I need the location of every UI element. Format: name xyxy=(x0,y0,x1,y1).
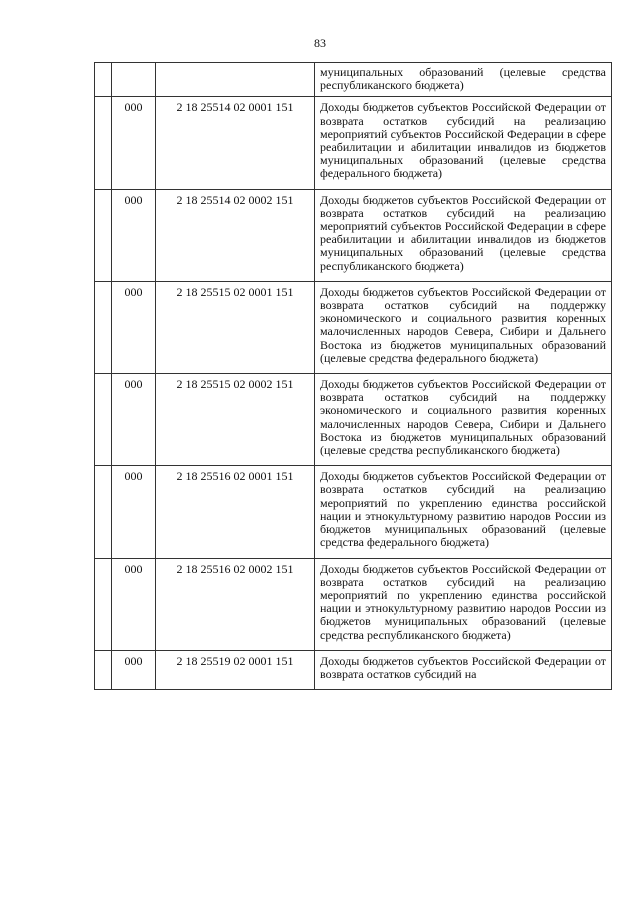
budget-classification-table xyxy=(94,62,612,690)
kbk-code-cell: 2 18 25514 02 0001 151 xyxy=(156,97,315,189)
kbk-code-cell: 2 18 25516 02 0001 151 xyxy=(156,466,315,558)
description-cell: муниципальных образований (целевые средства республиканского бюджета) xyxy=(315,63,612,97)
description-cell: Доходы бюджетов субъектов Российской Федерации от возврата остатков субсидий на реализацию мероприятий по укреплению единства российской нации и этнокультурному развитию народов России из бюджетов муниципальных образований (целевые средства федерального бюджета) xyxy=(315,466,612,558)
page-number: 83 xyxy=(314,36,326,50)
row-marker-cell xyxy=(95,281,112,373)
row-marker-cell xyxy=(95,189,112,281)
description-cell: Доходы бюджетов субъектов Российской Федерации от возврата остатков субсидий на реализацию мероприятий субъектов Российской Федерации в сфере реабилитации и абилитации инвалидов из бюджетов муниципальных образований (целевые средства республиканского бюджета) xyxy=(315,189,612,281)
row-marker-cell xyxy=(95,558,112,650)
admin-code-cell: 000 xyxy=(112,466,156,558)
row-marker-cell xyxy=(95,374,112,466)
description-cell: Доходы бюджетов субъектов Российской Федерации от возврата остатков субсидий на xyxy=(315,650,612,689)
admin-code-cell: 000 xyxy=(112,650,156,689)
kbk-code-cell: 2 18 25515 02 0001 151 xyxy=(156,281,315,373)
kbk-code-cell xyxy=(156,63,315,97)
table-row xyxy=(95,650,612,689)
kbk-code-cell: 2 18 25514 02 0002 151 xyxy=(156,189,315,281)
admin-code-cell: 000 xyxy=(112,558,156,650)
table-row xyxy=(95,63,612,97)
admin-code-cell: 000 xyxy=(112,281,156,373)
row-marker-cell xyxy=(95,63,112,97)
row-marker-cell xyxy=(95,97,112,189)
table-row xyxy=(95,374,612,466)
admin-code-cell: 000 xyxy=(112,97,156,189)
kbk-code-cell: 2 18 25515 02 0002 151 xyxy=(156,374,315,466)
description-cell: Доходы бюджетов субъектов Российской Федерации от возврата остатков субсидий на поддержку экономического и социального развития коренных малочисленных народов Севера, Сибири и Дальнего Востока из бюджетов муниципальных образований (целевые средства федерального бюджета) xyxy=(315,281,612,373)
description-cell: Доходы бюджетов субъектов Российской Федерации от возврата остатков субсидий на реализацию мероприятий субъектов Российской Федерации в сфере реабилитации и абилитации инвалидов из бюджетов муниципальных образований (целевые средства федерального бюджета) xyxy=(315,97,612,189)
row-marker-cell xyxy=(95,650,112,689)
description-cell: Доходы бюджетов субъектов Российской Федерации от возврата остатков субсидий на поддержку экономического и социального развития коренных малочисленных народов Севера, Сибири и Дальнего Востока из бюджетов муниципальных образований (целевые средства республиканского бюджета) xyxy=(315,374,612,466)
admin-code-cell: 000 xyxy=(112,189,156,281)
admin-code-cell: 000 xyxy=(112,374,156,466)
row-marker-cell xyxy=(95,466,112,558)
kbk-code-cell: 2 18 25519 02 0001 151 xyxy=(156,650,315,689)
table-row xyxy=(95,466,612,558)
kbk-code-cell: 2 18 25516 02 0002 151 xyxy=(156,558,315,650)
table-row xyxy=(95,189,612,281)
table-row xyxy=(95,97,612,189)
admin-code-cell xyxy=(112,63,156,97)
table-row xyxy=(95,558,612,650)
description-cell: Доходы бюджетов субъектов Российской Федерации от возврата остатков субсидий на реализацию мероприятий по укреплению единства российской нации и этнокультурному развитию народов России из бюджетов муниципальных образований (целевые средства республиканского бюджета) xyxy=(315,558,612,650)
table-row xyxy=(95,281,612,373)
